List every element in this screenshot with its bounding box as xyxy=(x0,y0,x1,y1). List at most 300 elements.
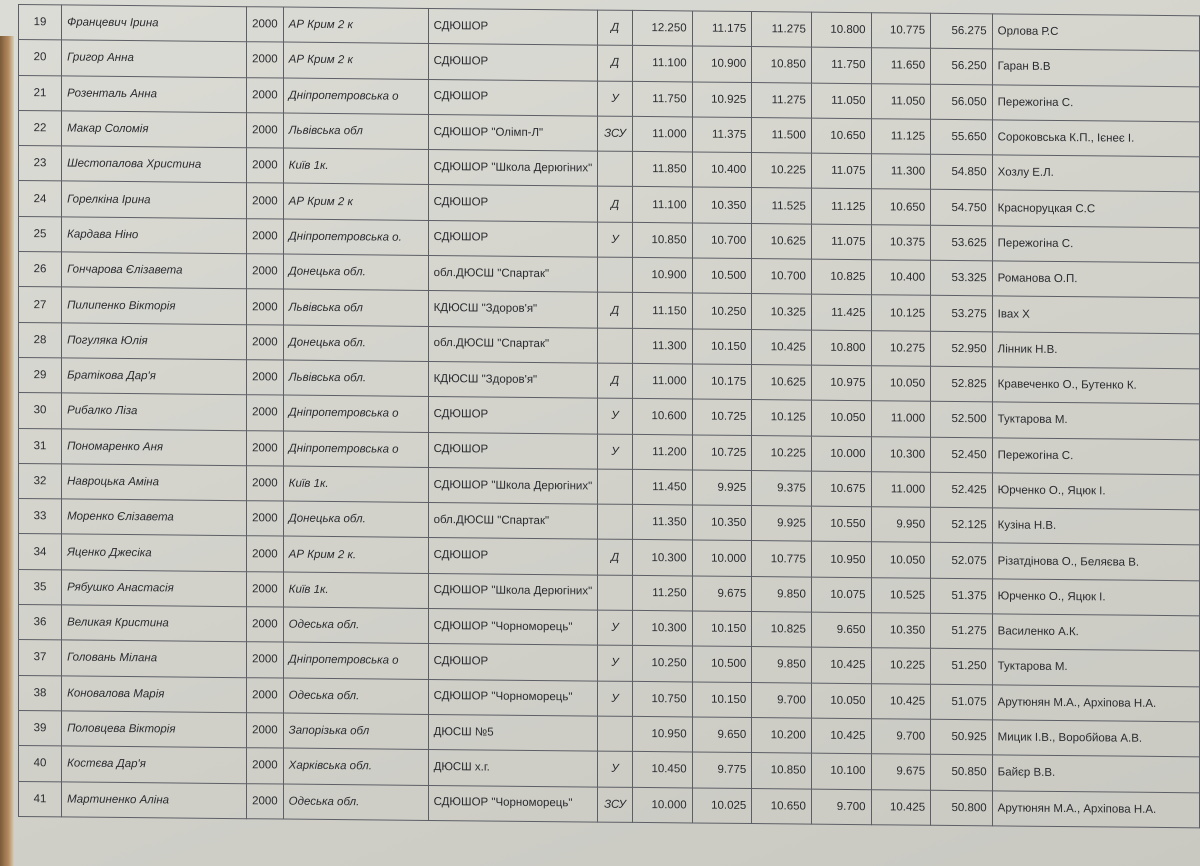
score-2-cell: 10.025 xyxy=(692,788,752,824)
score-1-cell: 11.000 xyxy=(632,116,692,152)
row-number-cell: 23 xyxy=(19,146,62,182)
row-number-cell: 29 xyxy=(19,357,62,393)
coach-cell: Гаран В.В xyxy=(992,49,1199,86)
coach-cell: Пережогіна С. xyxy=(992,226,1199,263)
row-number-cell: 25 xyxy=(19,216,62,252)
score-3-cell: 9.700 xyxy=(752,682,812,718)
row-number-cell: 32 xyxy=(19,463,62,499)
total-score-cell: 52.950 xyxy=(931,331,992,367)
score-3-cell: 9.375 xyxy=(752,470,812,506)
coach-cell: Мицик І.В., Воробйова А.В. xyxy=(992,720,1199,757)
row-number-cell: 19 xyxy=(19,5,62,41)
score-1-cell: 10.850 xyxy=(632,222,692,258)
total-score-cell: 53.625 xyxy=(931,225,992,261)
total-score-cell: 54.850 xyxy=(931,154,992,190)
row-number-cell: 36 xyxy=(19,605,62,641)
club-cell: ДЮСШ х.г. xyxy=(428,750,598,787)
club-cell: СДЮШОР xyxy=(428,538,598,575)
athlete-name-cell: Костєва Дар'я xyxy=(62,746,247,783)
score-2-cell: 10.500 xyxy=(692,646,752,682)
score-1-cell: 10.300 xyxy=(632,540,692,576)
score-5-cell: 10.375 xyxy=(871,224,931,260)
athlete-name-cell: Яценко Джесіка xyxy=(62,534,247,571)
score-2-cell: 10.000 xyxy=(692,540,752,576)
birth-year-cell: 2000 xyxy=(247,254,284,290)
score-3-cell: 10.850 xyxy=(752,753,812,789)
total-score-cell: 56.050 xyxy=(931,84,992,120)
total-score-cell: 52.450 xyxy=(931,437,992,473)
region-cell: Одеська обл. xyxy=(283,678,428,715)
score-5-cell: 10.050 xyxy=(871,366,931,402)
score-3-cell: 10.625 xyxy=(752,365,812,401)
total-score-cell: 52.425 xyxy=(931,472,992,508)
athlete-name-cell: Коновалова Марія xyxy=(62,676,247,713)
score-5-cell: 11.050 xyxy=(871,83,931,119)
region-cell: Запорізька обл xyxy=(283,713,428,750)
score-4-cell: 10.800 xyxy=(811,12,871,48)
score-4-cell: 11.075 xyxy=(811,153,871,189)
coach-cell: Хозлу Е.Л. xyxy=(992,155,1199,192)
club-cell: КДЮСШ "Здоров'я" xyxy=(428,361,598,398)
score-4-cell: 10.100 xyxy=(811,753,871,789)
score-5-cell: 10.650 xyxy=(871,189,931,225)
birth-year-cell: 2000 xyxy=(247,148,284,184)
athlete-name-cell: Погуляка Юлія xyxy=(62,323,247,360)
total-score-cell: 53.325 xyxy=(931,260,992,296)
total-score-cell: 53.275 xyxy=(931,296,992,332)
coach-cell: Арутюнян М.А., Архіпова Н.А. xyxy=(992,790,1199,827)
total-score-cell: 50.800 xyxy=(931,790,992,826)
score-3-cell: 9.850 xyxy=(752,576,812,612)
athlete-name-cell: Кардава Ніно xyxy=(62,217,247,254)
club-cell: КДЮСШ "Здоров'я" xyxy=(428,291,598,328)
row-number-cell: 30 xyxy=(19,393,62,429)
score-5-cell: 11.125 xyxy=(871,119,931,155)
athlete-name-cell: Навроцька Аміна xyxy=(62,464,247,501)
region-cell: Дніпропетровська о xyxy=(283,78,428,115)
row-number-cell: 26 xyxy=(19,252,62,288)
score-5-cell: 9.950 xyxy=(871,507,931,543)
category-cell xyxy=(598,469,633,505)
athlete-name-cell: Рябушко Анастасія xyxy=(62,570,247,607)
score-2-cell: 10.725 xyxy=(692,399,752,435)
score-2-cell: 10.925 xyxy=(692,82,752,118)
region-cell: Дніпропетровська о xyxy=(283,431,428,468)
athlete-name-cell: Францевич Ірина xyxy=(62,5,247,42)
score-4-cell: 10.550 xyxy=(811,506,871,542)
club-cell: СДЮШОР "Чорноморець" xyxy=(428,608,598,645)
coach-cell: Красноруцкая С.С xyxy=(992,190,1199,227)
region-cell: АР Крим 2 к xyxy=(283,42,428,79)
score-3-cell: 11.525 xyxy=(752,188,812,224)
score-1-cell: 10.950 xyxy=(632,716,692,752)
region-cell: Дніпропетровська о xyxy=(283,642,428,679)
category-cell: У xyxy=(598,222,633,258)
score-3-cell: 10.225 xyxy=(752,153,812,189)
region-cell: Київ 1к. xyxy=(283,572,428,609)
club-cell: обл.ДЮСШ "Спартак" xyxy=(428,256,598,293)
score-1-cell: 10.900 xyxy=(632,257,692,293)
score-4-cell: 11.125 xyxy=(811,189,871,225)
athlete-name-cell: Горелкіна Ірина xyxy=(62,181,247,218)
score-4-cell: 10.650 xyxy=(811,118,871,154)
region-cell: Одеська обл. xyxy=(283,607,428,644)
coach-cell: Василенко А.К. xyxy=(992,614,1199,651)
score-3-cell: 10.700 xyxy=(752,259,812,295)
athlete-name-cell: Головань Мілана xyxy=(62,640,247,677)
row-number-cell: 38 xyxy=(19,675,62,711)
birth-year-cell: 2000 xyxy=(247,360,284,396)
category-cell: Д xyxy=(598,187,633,223)
club-cell: СДЮШОР "Чорноморець" xyxy=(428,679,598,716)
birth-year-cell: 2000 xyxy=(247,113,284,149)
row-number-cell: 22 xyxy=(19,110,62,146)
score-1-cell: 11.150 xyxy=(632,293,692,329)
score-1-cell: 10.450 xyxy=(632,752,692,788)
score-4-cell: 9.650 xyxy=(811,612,871,648)
category-cell xyxy=(598,716,633,752)
coach-cell: Кузіна Н.В. xyxy=(992,508,1199,545)
club-cell: СДЮШОР xyxy=(428,79,598,116)
birth-year-cell: 2000 xyxy=(247,395,284,431)
birth-year-cell: 2000 xyxy=(247,642,284,678)
region-cell: Донецька обл. xyxy=(283,254,428,291)
score-5-cell: 9.675 xyxy=(871,754,931,790)
athlete-name-cell: Пономаренко Аня xyxy=(62,428,247,465)
score-5-cell: 11.000 xyxy=(871,472,931,508)
coach-cell: Юрченко О., Яцюк І. xyxy=(992,579,1199,616)
score-2-cell: 10.175 xyxy=(692,364,752,400)
total-score-cell: 51.250 xyxy=(931,649,992,685)
score-2-cell: 10.150 xyxy=(692,329,752,365)
category-cell xyxy=(598,575,633,611)
category-cell: Д xyxy=(598,10,633,46)
region-cell: Харківська обл. xyxy=(283,748,428,785)
coach-cell: Лінник Н.В. xyxy=(992,332,1199,369)
score-2-cell: 11.175 xyxy=(692,11,752,47)
athlete-name-cell: Великая Кристина xyxy=(62,605,247,642)
club-cell: ДЮСШ №5 xyxy=(428,714,598,751)
score-2-cell: 10.400 xyxy=(692,152,752,188)
score-5-cell: 10.350 xyxy=(871,613,931,649)
category-cell: ЗСУ xyxy=(598,116,633,152)
coach-cell: Арутюнян М.А., Архіпова Н.А. xyxy=(992,684,1199,721)
score-3-cell: 10.200 xyxy=(752,717,812,753)
results-table-body xyxy=(19,5,1200,828)
club-cell: СДЮШОР xyxy=(428,220,598,257)
category-cell: У xyxy=(598,751,633,787)
total-score-cell: 51.075 xyxy=(931,684,992,720)
athlete-name-cell: Пилипенко Вікторія xyxy=(62,287,247,324)
score-2-cell: 9.925 xyxy=(692,470,752,506)
category-cell: Д xyxy=(598,363,633,399)
score-5-cell: 10.775 xyxy=(871,13,931,49)
category-cell: У xyxy=(598,81,633,117)
row-number-cell: 41 xyxy=(19,781,62,817)
birth-year-cell: 2000 xyxy=(247,7,284,43)
club-cell: СДЮШОР "Школа Дерюгіних" xyxy=(428,573,598,610)
coach-cell: Байєр В.В. xyxy=(992,755,1199,792)
row-number-cell: 31 xyxy=(19,428,62,464)
score-1-cell: 11.100 xyxy=(632,187,692,223)
score-4-cell: 10.050 xyxy=(811,400,871,436)
region-cell: Львівська обл xyxy=(283,113,428,150)
category-cell: Д xyxy=(598,45,633,81)
score-3-cell: 9.925 xyxy=(752,506,812,542)
score-2-cell: 10.900 xyxy=(692,46,752,82)
category-cell: У xyxy=(598,645,633,681)
region-cell: Донецька обл. xyxy=(283,325,428,362)
score-2-cell: 9.675 xyxy=(692,576,752,612)
score-3-cell: 11.275 xyxy=(752,82,812,118)
score-4-cell: 10.425 xyxy=(811,718,871,754)
score-3-cell: 10.825 xyxy=(752,612,812,648)
club-cell: СДЮШОР xyxy=(428,8,598,45)
score-3-cell: 10.225 xyxy=(752,435,812,471)
score-2-cell: 9.775 xyxy=(692,752,752,788)
total-score-cell: 50.850 xyxy=(931,754,992,790)
coach-cell: Туктарова М. xyxy=(992,402,1199,439)
category-cell: У xyxy=(598,398,633,434)
score-5-cell: 11.300 xyxy=(871,154,931,190)
score-1-cell: 10.750 xyxy=(632,681,692,717)
score-4-cell: 10.675 xyxy=(811,471,871,507)
athlete-name-cell: Рибалко Ліза xyxy=(62,393,247,430)
score-4-cell: 10.000 xyxy=(811,436,871,472)
club-cell: СДЮШОР xyxy=(428,44,598,81)
coach-cell: Романова О.П. xyxy=(992,261,1199,298)
score-3-cell: 10.625 xyxy=(752,223,812,259)
score-4-cell: 10.050 xyxy=(811,683,871,719)
score-4-cell: 11.075 xyxy=(811,224,871,260)
region-cell: Київ 1к. xyxy=(283,466,428,503)
category-cell xyxy=(598,504,633,540)
birth-year-cell: 2000 xyxy=(247,218,284,254)
birth-year-cell: 2000 xyxy=(247,183,284,219)
athlete-name-cell: Половцева Вікторія xyxy=(62,711,247,748)
score-1-cell: 11.100 xyxy=(632,46,692,82)
athlete-name-cell: Моренко Єлізавета xyxy=(62,499,247,536)
category-cell: Д xyxy=(598,540,633,576)
score-3-cell: 10.775 xyxy=(752,541,812,577)
birth-year-cell: 2000 xyxy=(247,783,284,819)
region-cell: АР Крим 2 к xyxy=(283,184,428,221)
score-2-cell: 9.650 xyxy=(692,717,752,753)
coach-cell: Туктарова М. xyxy=(992,649,1199,686)
row-number-cell: 20 xyxy=(19,40,62,76)
region-cell: АР Крим 2 к xyxy=(283,7,428,44)
score-5-cell: 10.275 xyxy=(871,330,931,366)
category-cell: У xyxy=(598,681,633,717)
athlete-name-cell: Шестопалова Христина xyxy=(62,146,247,183)
score-2-cell: 10.350 xyxy=(692,187,752,223)
row-number-cell: 33 xyxy=(19,499,62,535)
score-1-cell: 10.250 xyxy=(632,646,692,682)
score-5-cell: 10.125 xyxy=(871,295,931,331)
score-1-cell: 11.300 xyxy=(632,328,692,364)
region-cell: Донецька обл. xyxy=(283,501,428,538)
score-4-cell: 11.750 xyxy=(811,47,871,83)
coach-cell: Пережогіна С. xyxy=(992,437,1199,474)
athlete-name-cell: Мартиненко Аліна xyxy=(62,781,247,818)
score-3-cell: 10.850 xyxy=(752,47,812,83)
category-cell: У xyxy=(598,434,633,470)
score-4-cell: 10.425 xyxy=(811,647,871,683)
birth-year-cell: 2000 xyxy=(247,42,284,78)
total-score-cell: 50.925 xyxy=(931,719,992,755)
total-score-cell: 52.825 xyxy=(931,366,992,402)
region-cell: Дніпропетровська о xyxy=(283,395,428,432)
coach-cell: Різатдінова О., Беляєва В. xyxy=(992,543,1199,580)
birth-year-cell: 2000 xyxy=(247,571,284,607)
score-3-cell: 10.325 xyxy=(752,294,812,330)
score-2-cell: 10.700 xyxy=(692,223,752,259)
score-5-cell: 11.650 xyxy=(871,48,931,84)
coach-cell: Орлова Р.С xyxy=(992,14,1199,51)
athlete-name-cell: Григор Анна xyxy=(62,40,247,77)
region-cell: Львівська обл xyxy=(283,289,428,326)
athlete-name-cell: Братікова Дар'я xyxy=(62,358,247,395)
results-table xyxy=(18,4,1200,828)
coach-cell: Пережогіна С. xyxy=(992,84,1199,121)
category-cell: ЗСУ xyxy=(598,787,633,823)
score-3-cell: 11.275 xyxy=(752,12,812,48)
score-5-cell: 10.525 xyxy=(871,577,931,613)
club-cell: СДЮШОР xyxy=(428,185,598,222)
score-5-cell: 10.225 xyxy=(871,648,931,684)
category-cell xyxy=(598,257,633,293)
row-number-cell: 35 xyxy=(19,569,62,605)
birth-year-cell: 2000 xyxy=(247,536,284,572)
club-cell: обл.ДЮСШ "Спартак" xyxy=(428,503,598,540)
score-5-cell: 9.700 xyxy=(871,719,931,755)
score-1-cell: 11.750 xyxy=(632,81,692,117)
region-cell: Дніпропетровська о. xyxy=(283,219,428,256)
category-cell xyxy=(598,151,633,187)
total-score-cell: 52.075 xyxy=(931,543,992,579)
score-2-cell: 10.725 xyxy=(692,435,752,471)
score-1-cell: 10.300 xyxy=(632,610,692,646)
score-4-cell: 10.825 xyxy=(811,259,871,295)
score-2-cell: 10.250 xyxy=(692,293,752,329)
row-number-cell: 24 xyxy=(19,181,62,217)
total-score-cell: 52.500 xyxy=(931,402,992,438)
total-score-cell: 51.275 xyxy=(931,613,992,649)
row-number-cell: 21 xyxy=(19,75,62,111)
total-score-cell: 55.650 xyxy=(931,119,992,155)
score-4-cell: 10.800 xyxy=(811,330,871,366)
total-score-cell: 56.275 xyxy=(931,13,992,49)
score-1-cell: 11.250 xyxy=(632,575,692,611)
row-number-cell: 39 xyxy=(19,710,62,746)
birth-year-cell: 2000 xyxy=(247,501,284,537)
club-cell: СДЮШОР "Олімп-Л" xyxy=(428,114,598,151)
category-cell: Д xyxy=(598,292,633,328)
score-3-cell: 10.425 xyxy=(752,329,812,365)
score-1-cell: 11.350 xyxy=(632,505,692,541)
region-cell: Львівська обл. xyxy=(283,360,428,397)
score-3-cell: 11.500 xyxy=(752,117,812,153)
club-cell: СДЮШОР "Чорноморець" xyxy=(428,785,598,822)
row-number-cell: 40 xyxy=(19,746,62,782)
row-number-cell: 27 xyxy=(19,287,62,323)
score-1-cell: 10.000 xyxy=(632,787,692,823)
club-cell: СДЮШОР "Школа Дерюгіних" xyxy=(428,467,598,504)
score-1-cell: 11.200 xyxy=(632,434,692,470)
score-5-cell: 11.000 xyxy=(871,401,931,437)
total-score-cell: 54.750 xyxy=(931,190,992,226)
club-cell: обл.ДЮСШ "Спартак" xyxy=(428,326,598,363)
score-3-cell: 10.125 xyxy=(752,400,812,436)
score-1-cell: 10.600 xyxy=(632,399,692,435)
birth-year-cell: 2000 xyxy=(247,430,284,466)
row-number-cell: 37 xyxy=(19,640,62,676)
region-cell: Київ 1к. xyxy=(283,148,428,185)
score-4-cell: 10.075 xyxy=(811,577,871,613)
athlete-name-cell: Макар Соломія xyxy=(62,111,247,148)
row-number-cell: 28 xyxy=(19,322,62,358)
birth-year-cell: 2000 xyxy=(247,748,284,784)
coach-cell: Кравеченко О., Бутенко К. xyxy=(992,367,1199,404)
birth-year-cell: 2000 xyxy=(247,466,284,502)
club-cell: СДЮШОР "Школа Дерюгіних" xyxy=(428,150,598,187)
score-1-cell: 11.000 xyxy=(632,363,692,399)
score-3-cell: 10.650 xyxy=(752,788,812,824)
birth-year-cell: 2000 xyxy=(247,713,284,749)
total-score-cell: 52.125 xyxy=(931,507,992,543)
score-2-cell: 10.150 xyxy=(692,682,752,718)
region-cell: Одеська обл. xyxy=(283,784,428,821)
score-2-cell: 11.375 xyxy=(692,117,752,153)
athlete-name-cell: Гончарова Єлізавета xyxy=(62,252,247,289)
score-5-cell: 10.050 xyxy=(871,542,931,578)
club-cell: СДЮШОР xyxy=(428,644,598,681)
score-5-cell: 10.425 xyxy=(871,789,931,825)
coach-cell: Сороковська К.П., Ієнеє І. xyxy=(992,120,1199,157)
region-cell: АР Крим 2 к. xyxy=(283,536,428,573)
score-5-cell: 10.425 xyxy=(871,683,931,719)
score-5-cell: 10.300 xyxy=(871,436,931,472)
row-number-cell: 34 xyxy=(19,534,62,570)
score-3-cell: 9.850 xyxy=(752,647,812,683)
total-score-cell: 51.375 xyxy=(931,578,992,614)
athlete-name-cell: Розенталь Анна xyxy=(62,76,247,113)
birth-year-cell: 2000 xyxy=(247,289,284,325)
category-cell xyxy=(598,328,633,364)
score-4-cell: 9.700 xyxy=(811,789,871,825)
score-4-cell: 10.950 xyxy=(811,542,871,578)
score-4-cell: 11.050 xyxy=(811,83,871,119)
coach-cell: Івах Х xyxy=(992,296,1199,333)
score-5-cell: 10.400 xyxy=(871,260,931,296)
birth-year-cell: 2000 xyxy=(247,607,284,643)
birth-year-cell: 2000 xyxy=(247,677,284,713)
club-cell: СДЮШОР xyxy=(428,397,598,434)
score-4-cell: 10.975 xyxy=(811,365,871,401)
coach-cell: Юрченко О., Яцюк І. xyxy=(992,473,1199,510)
score-2-cell: 10.150 xyxy=(692,611,752,647)
score-1-cell: 11.850 xyxy=(632,152,692,188)
club-cell: СДЮШОР xyxy=(428,432,598,469)
score-1-cell: 12.250 xyxy=(632,10,692,46)
score-2-cell: 10.350 xyxy=(692,505,752,541)
birth-year-cell: 2000 xyxy=(247,77,284,113)
birth-year-cell: 2000 xyxy=(247,324,284,360)
score-2-cell: 10.500 xyxy=(692,258,752,294)
total-score-cell: 56.250 xyxy=(931,49,992,85)
score-4-cell: 11.425 xyxy=(811,294,871,330)
category-cell: У xyxy=(598,610,633,646)
